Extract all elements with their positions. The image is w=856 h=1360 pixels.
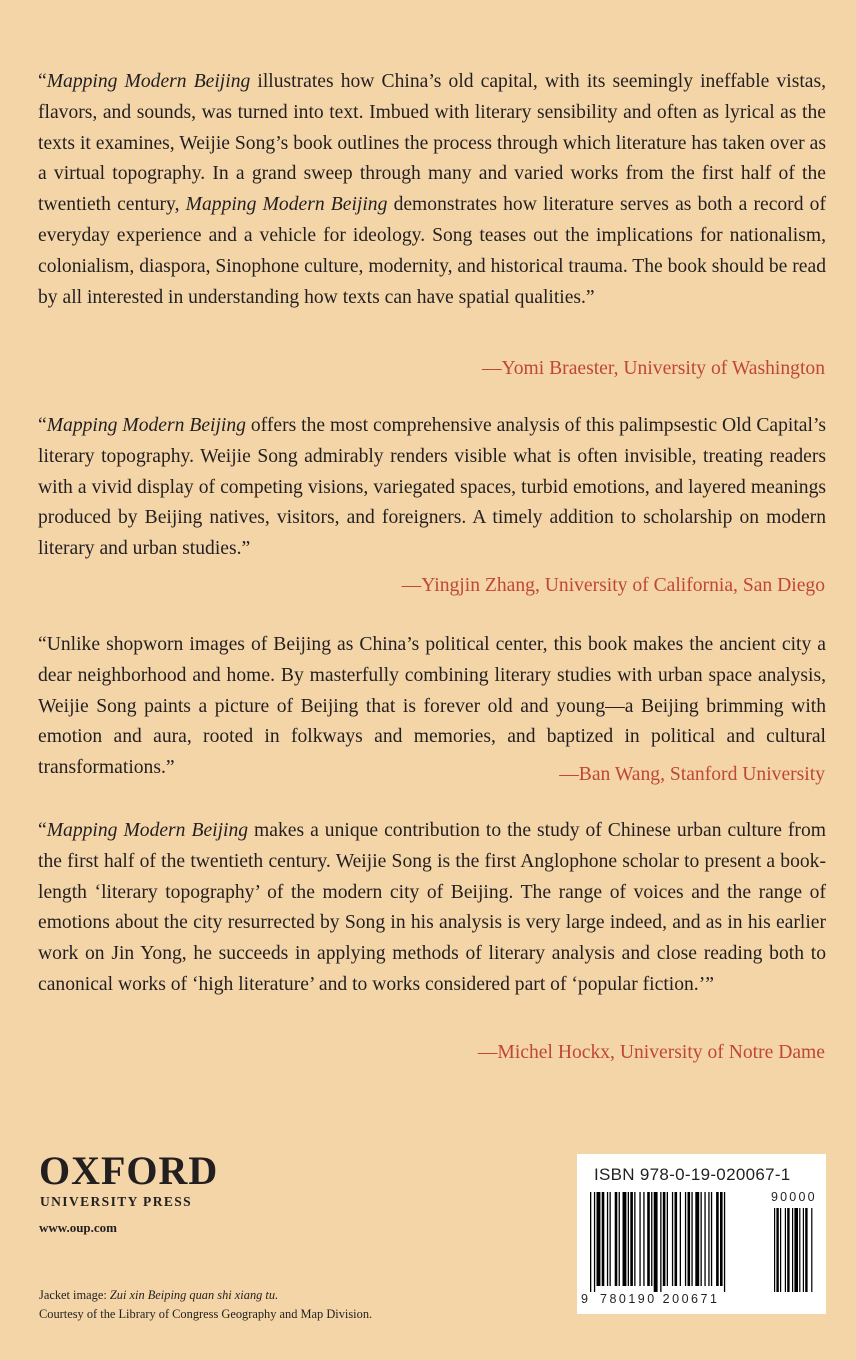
barcode-bar: [610, 1192, 611, 1286]
barcode-bar: [672, 1192, 673, 1286]
barcode-addon-bar: [792, 1208, 793, 1292]
jacket-label: Jacket image:: [39, 1288, 110, 1302]
barcode-addon-bar: [776, 1208, 778, 1292]
isbn-barcode: [577, 1154, 826, 1314]
blurb-zhang: [38, 411, 826, 565]
blurb-text: “Mapping Modern Beijing offers the most comprehensive analysis of this palimpsestic Old Capital’s literary topography. Weijie Song admirably renders visible what is often invisible, treating readers with a vivid display of competing visions, variegated spaces, turbid emotions, and layered meanings produced by Beijing natives, visitors, and foreigners. A timely addition to scholarship on modern literary and urban studies.”: [38, 415, 827, 560]
barcode-addon-digits: 90000: [771, 1190, 817, 1204]
attribution-zhang: —Yingjin Zhang, University of California, San Diego: [401, 575, 825, 596]
barcode-bar: [615, 1192, 618, 1286]
barcode-bar: [675, 1192, 678, 1286]
barcode-bar: [643, 1192, 644, 1286]
barcode-bar: [647, 1192, 650, 1286]
barcode-bar: [630, 1192, 633, 1286]
jacket-credit: [39, 1286, 372, 1324]
barcode-bar: [701, 1192, 702, 1286]
blurb-text: “Unlike shopworn images of Beijing as China’s political center, this book makes the ancient city a dear neighborhood and home. By masterfully combining literary studies with urban space analysis, Weijie Song paints a picture of Beijing that is forever old and young—a Beijing brimming with emotion and aura, rooted in folkways and memories, and baptized in political and cultural transformations.”: [38, 634, 826, 779]
blurb-body: offers the most comprehensive analysis of this palimpsestic Old Capital’s literary topography. Weijie Song admirably renders visible what is often invisible, treating readers with a vivid display of competing visions, variegated spaces, turbid emotions, and layered meanings produced by Beijing natives, visitors, and foreigners. A timely addition to scholarship on modern literary and urban studies.”: [38, 415, 827, 560]
barcode-first-digit: 9: [581, 1292, 588, 1306]
barcode-digits: 780190 200671: [600, 1292, 720, 1306]
barcode-bar: [688, 1192, 691, 1286]
barcode-bar: [623, 1192, 627, 1286]
barcode-bar: [634, 1192, 635, 1286]
courtesy-line: Courtesy of the Library of Congress Geography and Map Division.: [39, 1307, 373, 1321]
barcode-bar: [639, 1192, 640, 1286]
publisher-subtitle: UNIVERSITY PRESS: [40, 1194, 193, 1209]
attribution-wang: —Ban Wang, Stanford University: [559, 764, 825, 785]
barcode-bar: [628, 1192, 629, 1286]
book-title: Mapping Modern Beijing: [46, 71, 251, 92]
barcode-bar: [711, 1192, 712, 1286]
blurb-body: illustrates how China’s old capital, with its seemingly ineffable vistas, flavors, and sounds, was turned into text. Imbued with literary sensibility and often as lyrical as the texts it examines, Weijie Song’s book outlines the process through which literature has taken over as a virtual topography. In a grand sweep through many and varied works from the first half of the twentieth century,: [38, 71, 826, 216]
barcode-bar: [663, 1192, 666, 1286]
book-title: Mapping Modern Beijing: [46, 820, 249, 841]
barcode-bar: [680, 1192, 681, 1286]
jacket-title: Zui xin Beiping quan shi xiang tu.: [109, 1288, 279, 1302]
blurb-text: “Mapping Modern Beijing makes a unique contribution to the study of Chinese urban culture from the first half of the twentieth century. Weijie Song is the first Anglophone scholar to present a book-length ‘literary topography’ of the modern city of Beijing. The range of voices and the range of emotions about the city resurrected by Song in his analysis is very large indeed, and as in his earlier work on Jin Yong, he succeeds in applying methods of literary analysis and close reading both to canonical works of ‘high literature’ and to works considered part of ‘popular fiction.’”: [38, 820, 826, 995]
blurb-braester: [38, 67, 826, 313]
blurb-text: “Mapping Modern Beijing illustrates how China’s old capital, with its seemingly ineffable vistas, flavors, and sounds, was turned into text. Imbued with literary sensibility and often as lyrical as the texts it examines, Weijie Song’s book outlines the process through which literature has taken over as a virtual topography. In a grand sweep through many and varied works from the first half of the twentieth century, Mapping Modern Beijing demonstrates how literature serves as both a record of everyday experience and a vehicle for ideology. Song teases out the implications for nationalism, colonialism, diaspora, Sinophone culture, modernity, and historical trauma. The book should be read by all interested in understanding how texts can have spatial qualities.”: [38, 71, 827, 308]
barcode-bar: [619, 1192, 620, 1286]
barcode-bar: [704, 1192, 705, 1286]
attribution-braester: —Yomi Braester, University of Washington: [481, 358, 825, 379]
barcode-addon-bar: [780, 1208, 781, 1292]
publisher-logo: [39, 1148, 219, 1211]
barcode-addon-bar: [799, 1208, 800, 1292]
blurb-body: makes a unique contribution to the study of Chinese urban culture from the first half of the twentieth century. Weijie Song is the first Anglophone scholar to present a book-length ‘literary topography’ of the modern city of Beijing. The range of voices and the range of emotions about the city resurrected by Song in his analysis is very large indeed, and as in his earlier work on Jin Yong, he succeeds in applying methods of literary analysis and close reading both to canonical works of ‘high literature’ and to works considered part of ‘popular fiction.’”: [38, 820, 826, 995]
jacket-image-line: [39, 1286, 372, 1305]
barcode-bar: [594, 1192, 595, 1292]
barcode-bar: [708, 1192, 709, 1286]
barcode-bar: [724, 1192, 725, 1292]
barcode-bars: [588, 1192, 820, 1292]
publisher-website: www.oup.com: [39, 1220, 118, 1235]
barcode-bar: [720, 1192, 723, 1286]
barcode-bar: [660, 1192, 661, 1292]
barcode-bar: [597, 1192, 601, 1286]
barcode-addon-bar: [805, 1208, 807, 1292]
attribution-hockx: —Michel Hockx, University of Notre Dame: [477, 1042, 825, 1063]
barcode-bar: [651, 1192, 652, 1286]
blurb-hockx: [38, 816, 826, 1001]
barcode-addon-bar: [774, 1208, 775, 1292]
publisher-name: OXFORD: [39, 1148, 219, 1193]
barcode-bar: [695, 1192, 699, 1286]
barcode-bar: [602, 1192, 605, 1286]
isbn-number: ISBN 978-0-19-020067-1: [594, 1165, 791, 1184]
barcode-addon-bar: [787, 1208, 789, 1292]
book-title: Mapping Modern Beijing: [185, 194, 388, 216]
barcode-bar: [590, 1192, 591, 1292]
book-title: Mapping Modern Beijing: [46, 415, 246, 436]
barcode-bar: [685, 1192, 686, 1286]
barcode-bar: [667, 1192, 668, 1286]
barcode-addon-bar: [794, 1208, 798, 1292]
barcode-bar: [716, 1192, 719, 1286]
barcode-bar: [691, 1192, 692, 1286]
barcode-bar: [654, 1192, 658, 1292]
barcode-addon-bar: [811, 1208, 812, 1292]
barcode-addon-bar: [803, 1208, 804, 1292]
barcode-bar: [607, 1192, 608, 1286]
blurb-body: demonstrates how literature serves as both a record of everyday experience and a vehicle for ideology. Song teases out the implications for nationalism, colonialism, diaspora, Sinophone culture, modernity, and historical trauma. The book should be read by all interested in understanding how texts can have spatial qualities.”: [38, 194, 827, 308]
barcode-addon-bar: [785, 1208, 786, 1292]
